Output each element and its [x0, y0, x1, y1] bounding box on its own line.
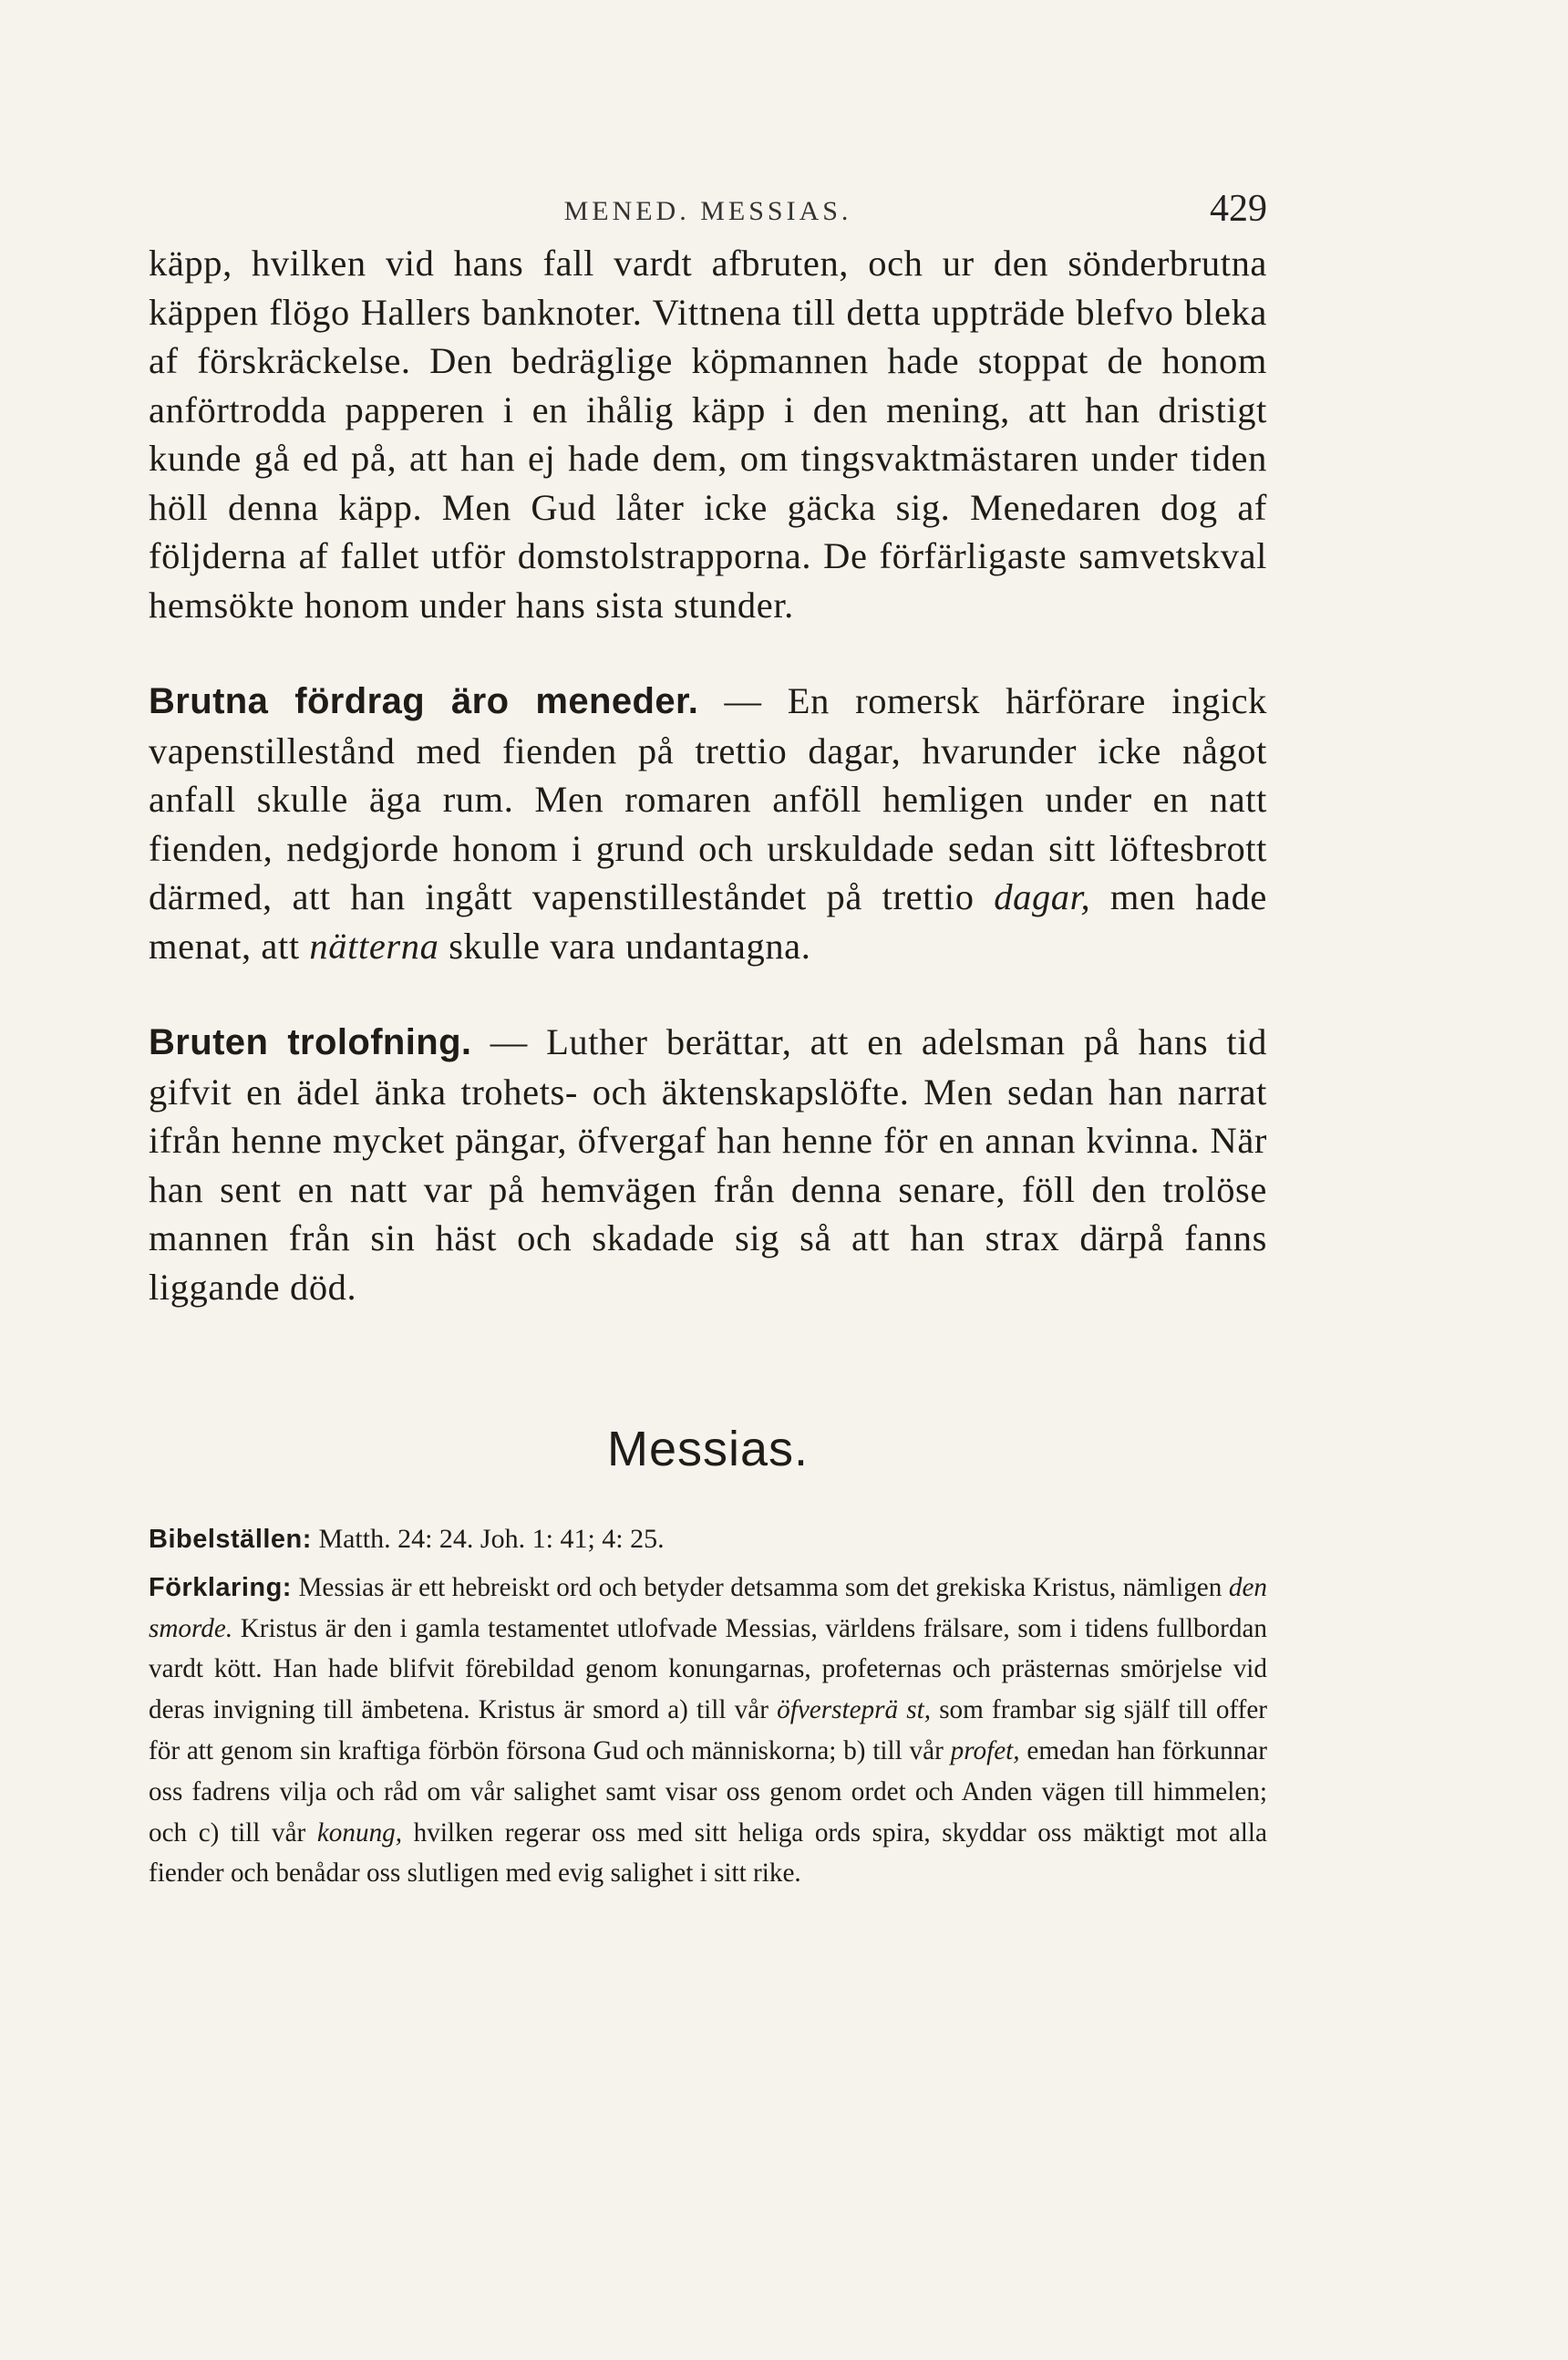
- italic-word: dagar,: [994, 876, 1091, 917]
- explanation: [149, 1568, 1267, 1894]
- paragraph-text: Luther berättar, att en adelsman på hans tid gifvit en ädel änka trohets- och äktenskapslöfte. Men sedan han narrat ifrån henne mycket pängar, öfvergaf han henne för en annan kvinna. När han sent en natt var på hemvägen från denna senare, föll den trolöse mannen från sin häst och skadade sig så att han strax därpå fanns liggande död.: [149, 1021, 1267, 1308]
- running-head: MENED. MESSIAS.: [563, 196, 852, 226]
- explanation-label: Förklaring:: [149, 1572, 292, 1602]
- bible-references: [149, 1518, 1267, 1560]
- paragraph-text: men hade menat, att: [149, 876, 1267, 967]
- refs-label: Bibelställen:: [149, 1524, 312, 1554]
- italic-word: profet,: [950, 1736, 1020, 1765]
- italic-word: nätterna: [309, 925, 439, 967]
- paragraph-text: En romersk härförare ingick vapenstillestånd med fienden på trettio dagar, hvarunder icke något anfall skulle äga rum. Men romaren anföll hemligen under en natt fienden, nedgjorde honom i grund och urskuldade sedan sitt löftesbrott därmed, att han ingått vapenstilleståndet på trettio: [149, 680, 1267, 917]
- page-header: [149, 187, 1267, 242]
- paragraph-text: käpp, hvilken vid hans fall vardt afbruten, och ur den sönderbrutna käppen flögo Hallers banknoter. Vittnena till detta uppträde blefvo bleka af förskräckelse. Den bedräglige köpmannen hade stoppat de honom anförtrodda papperen i en ihålig käpp i den mening, att han dristigt kunde gå ed på, att han ej hade dem, om tingsvaktmästaren under tiden höll denna käpp. Men Gud låter icke gäcka sig. Menedaren dog af följderna af fallet utför domstolstrapporna. De förfärligaste samvetskval hemsökte honom under hans sista stunder.: [149, 243, 1267, 626]
- italic-word: konung,: [316, 1817, 403, 1848]
- paragraph-kapp: [149, 239, 1267, 629]
- refs-text: Matth. 24: 24. Joh. 1: 41; 4: 25.: [311, 1523, 665, 1554]
- section-title: Messias.: [606, 1422, 810, 1476]
- paragraph-brutna-fordrag: [149, 677, 1267, 970]
- explanation-text: Kristus är den i gamla testamentet utlofvade Messias, världens frälsare, som i tidens fullbordan vardt kött. Han hade blifvit förebildad genom konungarnas, profeternas och prästernas smörjelse vid deras invigning till ämbetena. Kristus är smord a) till vår: [149, 1613, 1267, 1725]
- explanation-text: emedan han förkunnar oss fadrens vilja och råd om vår salighet samt visar oss genom ordet och Anden vägen till himmelen; och c) till vår: [149, 1736, 1267, 1848]
- page-number: 429: [1210, 188, 1267, 230]
- em-dash: —: [471, 1021, 547, 1062]
- explanation-text: hvilken regerar oss med sitt heliga ords spira, skyddar oss mäktigt mot alla fiender och benådar oss slutligen med evig salighet i sitt rike.: [149, 1817, 1267, 1889]
- explanation-text: som frambar sig själf till offer för att genom sin kraftiga förbön försona Gud och människorna; b) till vår: [149, 1695, 1268, 1765]
- em-dash: —: [698, 680, 788, 721]
- paragraph-heading: Bruten trolofning.: [149, 1022, 472, 1062]
- italic-word: öfversteprä st,: [777, 1695, 932, 1725]
- explanation-text: Messias är ett hebreiskt ord och betyder detsamma som det grekiska Kristus, nämligen: [291, 1572, 1229, 1602]
- paragraph-heading: Brutna fördrag äro meneder.: [149, 681, 699, 721]
- page-content: [149, 239, 1267, 1894]
- italic-word: den smorde.: [149, 1572, 1267, 1643]
- paragraph-bruten-trolofning: [149, 1018, 1267, 1311]
- paragraph-text: skulle vara undantagna.: [438, 925, 811, 967]
